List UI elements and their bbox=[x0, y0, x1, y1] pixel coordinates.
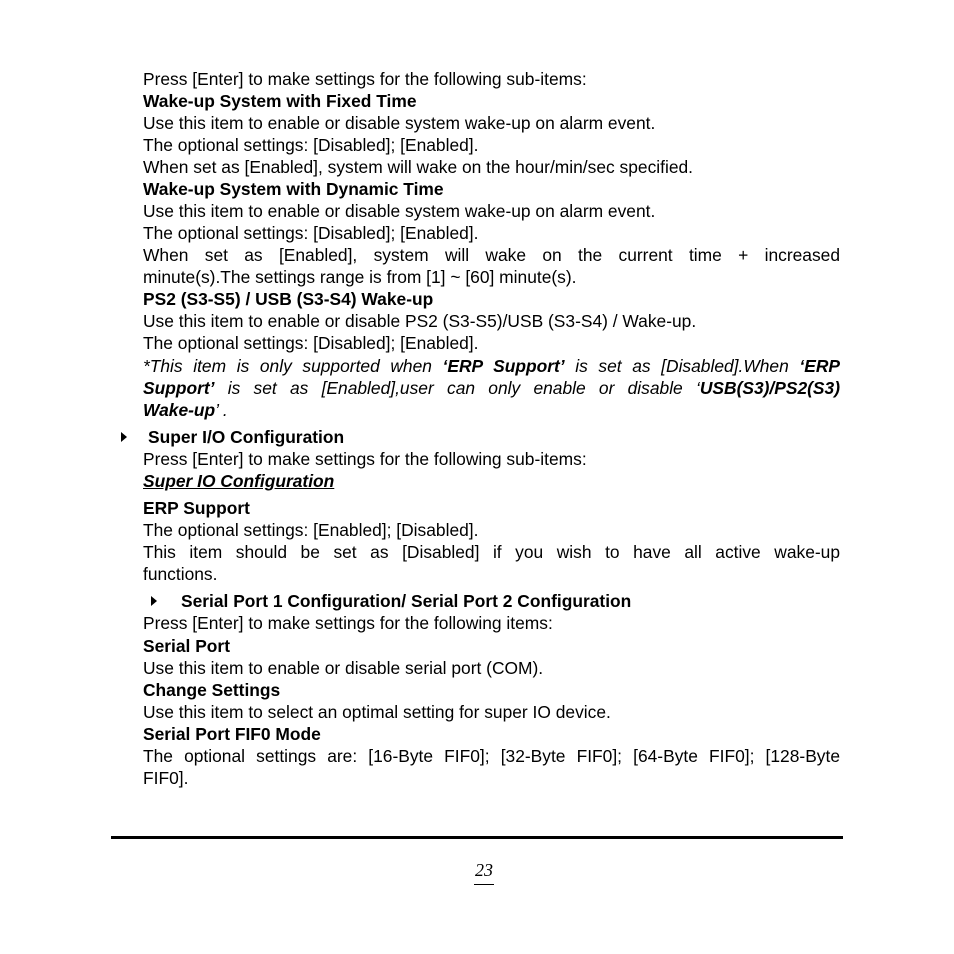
fixed-time-desc: Use this item to enable or disable system wake-up on alarm event. bbox=[143, 113, 656, 133]
ps2-usb-wakeup-options: The optional settings: [Disabled]; [Enabled]. bbox=[143, 333, 479, 353]
bullet-arrow-icon bbox=[151, 596, 157, 606]
fixed-time-note: When set as [Enabled], system will wake on the hour/min/sec specified. bbox=[143, 157, 693, 177]
super-io-subtitle: Super IO Configuration bbox=[143, 471, 335, 491]
erp-note-emphasis: ‘ERP Support’ bbox=[442, 356, 565, 376]
erp-note-emphasis: Wake-up bbox=[143, 400, 216, 420]
footer-divider bbox=[111, 836, 843, 839]
serial-port-desc: Use this item to enable or disable serial port (COM). bbox=[143, 658, 544, 678]
dynamic-time-note-line2: minute(s).The settings range is from [1] ~ [60] minute(s). bbox=[143, 267, 577, 287]
dynamic-time-options: The optional settings: [Disabled]; [Enabled]. bbox=[143, 223, 479, 243]
dynamic-time-desc: Use this item to enable or disable system wake-up on alarm event. bbox=[143, 201, 656, 221]
erp-note-line3 bbox=[143, 399, 228, 421]
erp-note-text: ‘ bbox=[695, 378, 700, 398]
serial-port-config-intro: Press [Enter] to make settings for the following items: bbox=[143, 613, 553, 633]
fifo-mode-desc-line1: The optional settings are: [16-Byte FIF0]; [32-Byte FIF0]; [64-Byte FIF0]; [128-Byte bbox=[143, 746, 840, 766]
serial-port-config-heading: Serial Port 1 Configuration/ Serial Port 2 Configuration bbox=[181, 591, 632, 611]
erp-note-emphasis: Support’ bbox=[143, 378, 215, 398]
change-settings-heading: Change Settings bbox=[143, 680, 281, 700]
change-settings-desc: Use this item to select an optimal setting for super IO device. bbox=[143, 702, 611, 722]
erp-support-options: The optional settings: [Enabled]; [Disabled]. bbox=[143, 520, 479, 540]
page-number-underline bbox=[474, 884, 494, 885]
erp-note-emphasis: USB(S3)/PS2(S3) bbox=[699, 378, 840, 398]
erp-support-desc-line1: This item should be set as [Disabled] if you wish to have all active wake-up bbox=[143, 542, 840, 562]
erp-note-text: is set as [Disabled].When bbox=[564, 356, 800, 376]
ps2-usb-wakeup-desc: Use this item to enable or disable PS2 (S3-S5)/USB (S3-S4) / Wake-up. bbox=[143, 311, 697, 331]
erp-note-text: is set as [Enabled],user can only enable or disable bbox=[214, 378, 696, 398]
page-number: 23 bbox=[475, 860, 493, 880]
intro-text: Press [Enter] to make settings for the following sub-items: bbox=[143, 69, 587, 89]
fifo-mode-heading: Serial Port FIF0 Mode bbox=[143, 724, 321, 744]
fixed-time-options: The optional settings: [Disabled]; [Enabled]. bbox=[143, 135, 479, 155]
erp-note-line2 bbox=[143, 377, 840, 399]
fixed-time-heading: Wake-up System with Fixed Time bbox=[143, 91, 417, 111]
erp-note-line1 bbox=[143, 355, 840, 377]
super-io-intro: Press [Enter] to make settings for the following sub-items: bbox=[143, 449, 587, 469]
fifo-mode-desc-line2: FIF0]. bbox=[143, 768, 189, 788]
dynamic-time-note-line1: When set as [Enabled], system will wake on the current time + increased bbox=[143, 245, 840, 265]
dynamic-time-heading: Wake-up System with Dynamic Time bbox=[143, 179, 444, 199]
erp-note-text: *This item is only supported when bbox=[143, 356, 443, 376]
serial-port-heading: Serial Port bbox=[143, 636, 230, 656]
bullet-arrow-icon bbox=[121, 432, 127, 442]
super-io-heading: Super I/O Configuration bbox=[148, 427, 345, 447]
erp-note-text: ’ . bbox=[215, 400, 228, 420]
erp-support-desc-line2: functions. bbox=[143, 564, 218, 584]
erp-support-heading: ERP Support bbox=[143, 498, 250, 518]
erp-note-emphasis: ‘ERP bbox=[799, 356, 840, 376]
ps2-usb-wakeup-heading: PS2 (S3-S5) / USB (S3-S4) Wake-up bbox=[143, 289, 434, 309]
